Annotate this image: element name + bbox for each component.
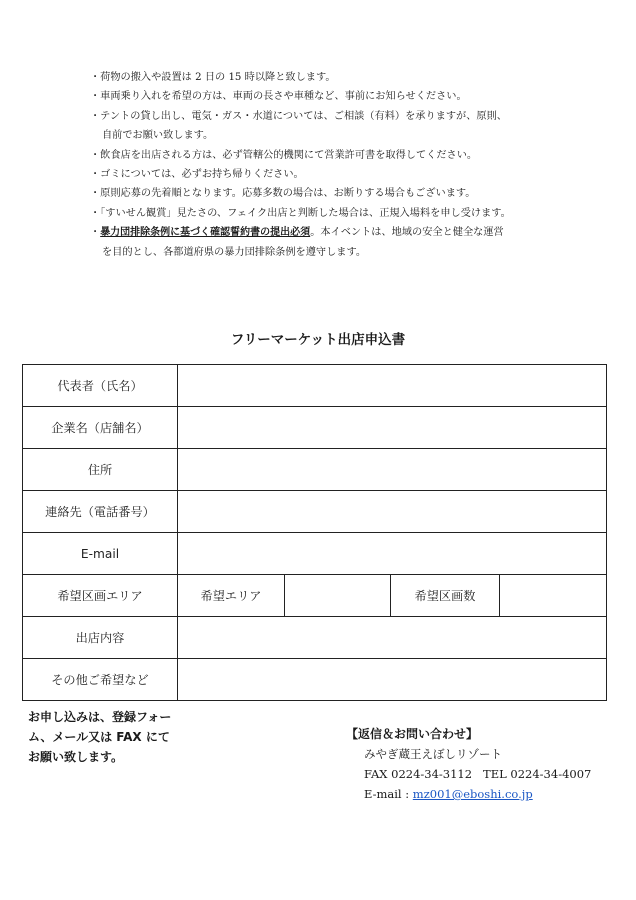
note-item: ・「すいせん観賞」見たさの、フェイク出店と判断した場合は、正規入場料を申し受けます。 [90, 207, 511, 219]
form-row-other [23, 659, 607, 701]
note-item: ・原則応募の先着順となります。応募多数の場合は、お断りする場合もございます。 [90, 188, 476, 200]
apply-line: お申し込みは、登録フォー [28, 710, 172, 724]
form-row-company [23, 407, 607, 449]
form-row-area [23, 575, 607, 617]
note-item: ・ゴミについては、必ずお持ち帰りください。 [90, 169, 304, 181]
label-company: 企業名（店舗名） [23, 407, 178, 449]
apply-line: お願い致します。 [28, 750, 124, 764]
input-address[interactable] [178, 449, 607, 491]
application-method-note [28, 707, 228, 767]
form-row-representative [23, 365, 607, 407]
input-company[interactable] [178, 407, 607, 449]
note-item: ・飲食店を出店される方は、必ず管轄公的機関にて営業許可書を取得してください。 [90, 149, 478, 161]
input-content[interactable] [178, 617, 607, 659]
label-content: 出店内容 [23, 617, 178, 659]
form-row-phone [23, 491, 607, 533]
label-desired-area: 希望区画エリア [23, 575, 178, 617]
organization-name: みやぎ蔵王えぼしリゾート [364, 747, 502, 761]
apply-line: ム、メール又は FAX にて [28, 730, 170, 744]
contact-block [346, 724, 626, 804]
input-email[interactable] [178, 533, 607, 575]
tel-number: TEL 0224-34-4007 [483, 767, 592, 781]
input-area[interactable] [285, 575, 391, 617]
input-phone[interactable] [178, 491, 607, 533]
label-area: 希望エリア [178, 575, 285, 617]
email-label: E-mail : [364, 787, 413, 801]
form-row-content [23, 617, 607, 659]
email-line [346, 784, 626, 804]
note-item: ・荷物の搬入や設置は 2 日の 15 時以降と致します。 [90, 72, 336, 83]
note-item-continuation: を目的とし、各都道府県の暴力団排除条例を遵守します。 [102, 246, 367, 258]
fax-number: FAX 0224-34-3112 [364, 767, 473, 781]
input-count[interactable] [500, 575, 607, 617]
contact-heading: 【返信＆お問い合わせ】 [346, 727, 479, 741]
label-other: その他ご希望など [23, 659, 178, 701]
note-item-continuation: 自前でお願い致します。 [102, 130, 214, 142]
label-count: 希望区画数 [391, 575, 500, 617]
note-text: 。本イベントは、地域の安全と健全な運営 [310, 227, 504, 239]
input-other[interactable] [178, 659, 607, 701]
note-item-antisocial [90, 223, 600, 242]
email-link[interactable]: mz001@eboshi.co.jp [412, 787, 533, 801]
label-address: 住所 [23, 449, 178, 491]
input-representative[interactable] [178, 365, 607, 407]
form-row-address [23, 449, 607, 491]
label-phone: 連絡先（電話番号） [23, 491, 178, 533]
label-email: E-mail [23, 533, 178, 575]
phone-fax-line [346, 764, 626, 784]
label-representative: 代表者（氏名） [23, 365, 178, 407]
application-form-table [22, 364, 607, 701]
note-bullet: ・ [90, 227, 101, 239]
form-title: フリーマーケット出店申込書 [230, 332, 406, 348]
notes-list [90, 68, 600, 262]
antisocial-pledge-notice: 暴力団排除条例に基づく確認誓約書の提出必須 [100, 227, 311, 239]
note-item: ・車両乗り入れを希望の方は、車両の長さや車種など、事前にお知らせください。 [90, 91, 467, 103]
note-item: ・テントの貸し出し、電気・ガス・水道については、ご相談（有料）を承りますが、原則、 [90, 110, 507, 122]
form-row-email [23, 533, 607, 575]
